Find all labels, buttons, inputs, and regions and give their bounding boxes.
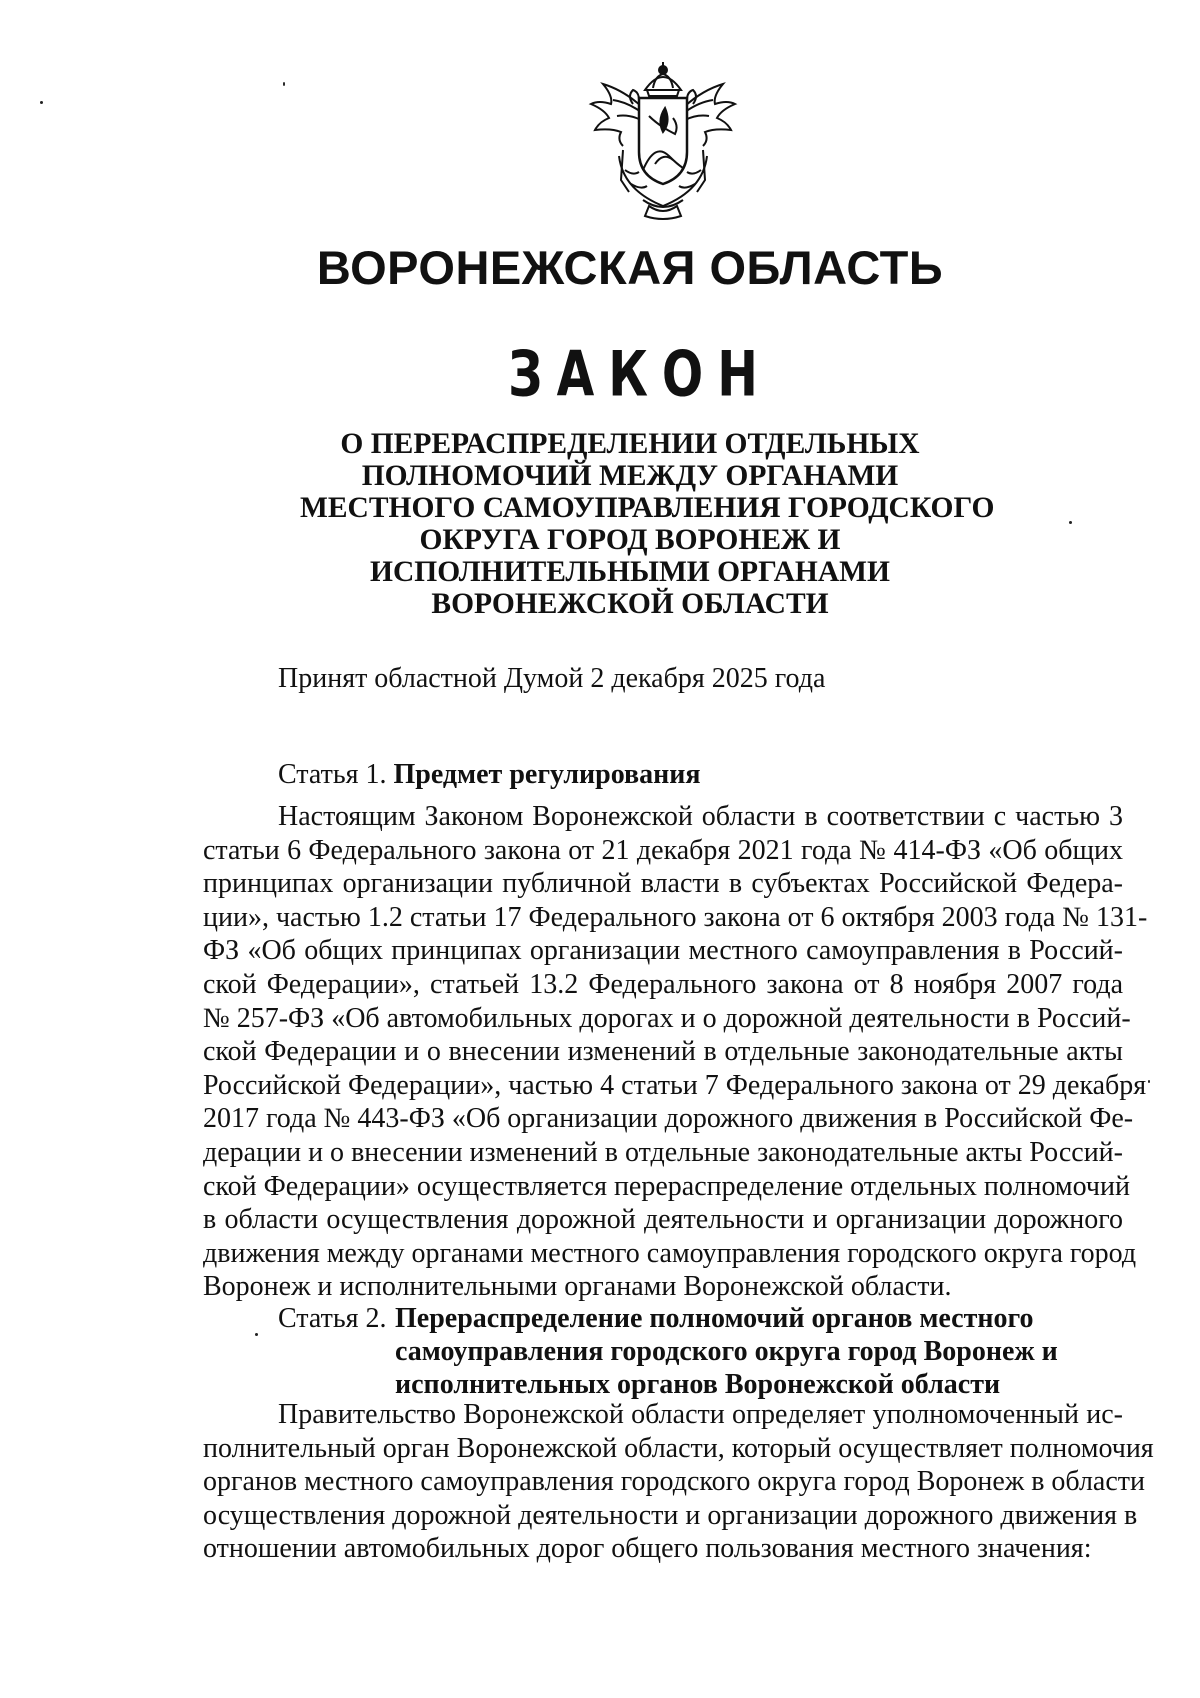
- law-title-line: ОКРУГА ГОРОД ВОРОНЕЖ И: [419, 524, 841, 556]
- article-1-body: [203, 800, 1148, 1304]
- scan-speck: [283, 82, 285, 86]
- article-1-line: дерации и о внесении изменений в отдельные законодательные акты Россий-: [203, 1136, 1123, 1168]
- scan-speck: [255, 1333, 258, 1336]
- article-1-line: ской Федерации» осуществляется перераспределение отдельных полномочий: [203, 1170, 1130, 1202]
- law-title-line: МЕСТНОГО САМОУПРАВЛЕНИЯ ГОРОДСКОГО: [300, 492, 995, 524]
- law-title-line: ВОРОНЕЖСКОЙ ОБЛАСТИ: [431, 588, 829, 620]
- article-2-body: [203, 1398, 1154, 1566]
- article-2-number: Статья 2.: [278, 1303, 387, 1334]
- article-2-line: органов местного самоуправления городского округа город Воронеж в области: [203, 1466, 1146, 1498]
- law-title: [300, 428, 995, 620]
- article-1-line: Российской Федерации», частью 4 статьи 7 Федерального закона от 29 декабря: [203, 1069, 1147, 1101]
- article-1-line: статьи 6 Федерального закона от 21 декабря 2021 года № 414-ФЗ «Об общих: [203, 834, 1123, 866]
- article-1-line: ской Федерации и о внесении изменений в отдельные законодательные акты: [203, 1036, 1123, 1068]
- article-1-line: движения между органами местного самоуправления городского округа город: [203, 1237, 1137, 1269]
- adoption-note: Принят областной Думой 2 декабря 2025 года: [278, 663, 826, 694]
- article-2-title: [395, 1302, 1095, 1401]
- article-2-line: отношении автомобильных дорог общего пользования местного значения:: [203, 1533, 1092, 1565]
- article-2-title-line: самоуправления городского округа город Воронеж и: [395, 1336, 1058, 1367]
- law-title-line: О ПЕРЕРАСПРЕДЕЛЕНИИ ОТДЕЛЬНЫХ: [340, 428, 920, 460]
- article-1-line: ской Федерации», статьей 13.2 Федерального закона от 8 ноября 2007 года: [203, 968, 1123, 1000]
- article-2-line: Правительство Воронежской области определяет уполномоченный ис-: [278, 1399, 1123, 1430]
- article-2-title-line: Перераспределение полномочий органов местного: [395, 1303, 1034, 1334]
- scan-speck: [40, 101, 43, 104]
- article-1-title: Предмет регулирования: [393, 759, 701, 790]
- document-type-heading: ЗАКОН: [508, 338, 772, 411]
- coat-of-arms-icon: [583, 60, 743, 222]
- scan-speck: [1069, 521, 1072, 524]
- article-1-line: 2017 года № 443-ФЗ «Об организации дорожного движения в Российской Фе-: [203, 1103, 1134, 1135]
- article-1-line: Настоящим Законом Воронежской области в соответствии с частью 3: [278, 801, 1123, 832]
- region-heading: ВОРОНЕЖСКАЯ ОБЛАСТЬ: [316, 241, 944, 294]
- article-1-heading: [278, 758, 701, 791]
- law-title-line: ИСПОЛНИТЕЛЬНЫМИ ОРГАНАМИ: [370, 556, 890, 588]
- article-1-line: в области осуществления дорожной деятельности и организации дорожного: [203, 1204, 1123, 1236]
- article-2-line: полнительный орган Воронежской области, который осуществляет полномочия: [203, 1432, 1154, 1464]
- article-2-line: осуществления дорожной деятельности и организации дорожного движения в: [203, 1499, 1138, 1531]
- article-1-line: № 257-ФЗ «Об автомобильных дорогах и о дорожной деятельности в Россий-: [203, 1002, 1131, 1034]
- scan-speck: [1148, 1080, 1150, 1083]
- article-1-line: ФЗ «Об общих принципах организации местного самоуправления в Россий-: [203, 935, 1123, 967]
- article-1-line: ции», частью 1.2 статьи 17 Федерального закона от 6 октября 2003 года № 131-: [203, 901, 1148, 933]
- article-1-line: принципах организации публичной власти в субъектах Российской Федера-: [203, 868, 1123, 900]
- law-title-line: ПОЛНОМОЧИЙ МЕЖДУ ОРГАНАМИ: [361, 460, 899, 492]
- article-1-line: Воронеж и исполнительными органами Воронежской области.: [203, 1271, 952, 1303]
- article-2-title-line: исполнительных органов Воронежской области: [395, 1369, 1001, 1400]
- article-1-number: Статья 1.: [278, 759, 387, 790]
